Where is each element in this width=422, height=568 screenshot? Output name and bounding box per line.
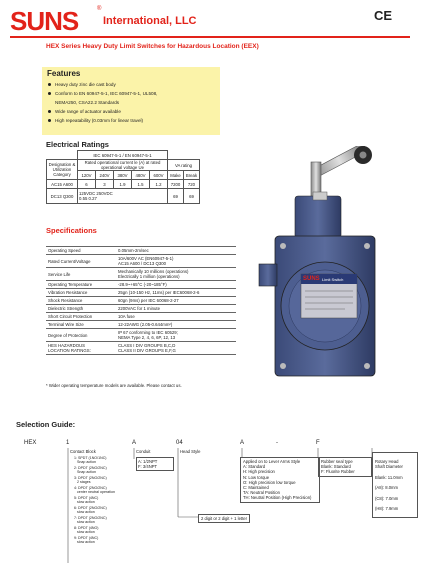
lever-option: A: Standard	[243, 464, 266, 470]
standard-header: IEC 60947-5-1 / EN 60947-5-1	[78, 151, 168, 160]
spec-value: 10A/600V AC (EN60947-5-1) AC15 A600 / DC13 Q300	[116, 255, 236, 268]
features-list	[47, 80, 157, 125]
spec-value: 2200VAC for 1 minute	[116, 305, 236, 313]
va-make-header: Make	[168, 171, 184, 180]
volt-header: 480V	[132, 171, 150, 180]
spec-value: IP 67 conforming to IEC 60529; NEMA Type 2, 4, 6, 6P, 12, 13	[116, 329, 236, 342]
lever-option: O: High precision low torque	[243, 479, 296, 485]
dc-voltages: 125VDC 250VDC	[79, 191, 113, 196]
conduit-box	[136, 457, 174, 471]
va-break-header: Break	[184, 171, 200, 180]
selection-guide-title: Selection Guide:	[16, 420, 76, 429]
company-name: International, LLC	[103, 15, 197, 27]
spec-row	[46, 255, 236, 268]
seal-option: Blank: Standard	[321, 464, 351, 470]
spec-row	[46, 268, 236, 281]
spec-label: Short Circuit Protection	[46, 313, 116, 321]
code-contact: 1	[66, 440, 70, 446]
rotary-option: (A8): 8.0mm	[375, 485, 399, 491]
contact-block-title: Contact Block	[70, 449, 96, 454]
spec-label: Shock Resistance	[46, 297, 116, 305]
spec-row	[46, 305, 236, 313]
spec-label: Service Life	[46, 268, 116, 281]
spec-row	[46, 313, 236, 321]
lever-option: TH: Neutral Position (High Precision)	[243, 495, 312, 501]
head-style-title: Head Style	[180, 449, 201, 454]
lever-option: N: Low torque	[243, 474, 270, 480]
spec-value: 10A fuse	[116, 313, 236, 321]
spec-label: Terminal Wire Size	[46, 321, 116, 329]
feature-item: NEMA250, CSA22.2 Standards	[55, 100, 120, 105]
contact-option: 4: DPDT (2NO/2NC) center neutral operation	[74, 486, 115, 495]
spec-label: Operating Speed	[46, 247, 116, 255]
spec-value: 12-22AWG (2.05-0.644mm²)	[116, 321, 236, 329]
brand-logo: SUNS	[10, 6, 79, 36]
feature-item: Heavy duty zinc die cast body	[47, 80, 157, 89]
contact-block-list	[74, 456, 115, 546]
spec-value: CLASS I DIV GROUPS B,C,D CLASS II DIV GROUPS E,F,G	[116, 342, 236, 355]
spec-value: Mechanically 10 millions (operations) Electrically 1 million (operations)	[116, 268, 236, 281]
feature-item: Conform to EN 60947-5-1, IEC 60947-5-1, UL508,	[47, 89, 157, 98]
spec-label: HES HAZARDOUS LOCATION RATINGS:	[46, 342, 116, 355]
volt-header: 380V	[114, 171, 132, 180]
lever-list	[243, 464, 317, 500]
spec-row	[46, 247, 236, 255]
spec-value: 0.05mm-2m/sec	[116, 247, 236, 255]
specifications-table	[46, 246, 236, 355]
seal-title: Rubber seal type	[321, 459, 353, 464]
spec-row	[46, 342, 236, 355]
spec-value: 25gn (10-150 Hz, 11ms) per IEC60068-2-6	[116, 289, 236, 297]
rating-name: DC13 Q300	[47, 189, 78, 204]
feature-item: High repeatability (0.03mm for linear travel)	[47, 116, 157, 125]
rating-make: 7200	[168, 180, 184, 189]
registered-mark: ®	[97, 6, 102, 12]
rotary-title: Rotary Head Shaft Diameter	[375, 459, 403, 470]
contact-option: 1: SPDT (1NO/1NC) Snap action	[74, 456, 107, 465]
rating-make: 69	[168, 189, 184, 204]
spec-row	[46, 297, 236, 305]
product-label-brand: SUNS	[303, 276, 320, 282]
volt-header: 120V	[78, 171, 96, 180]
spec-label: Vibration Resistance	[46, 289, 116, 297]
seal-box	[318, 457, 372, 477]
head-style-note: 2 digit or 2 digit + 1 letter	[198, 514, 250, 523]
product-label-model: Limit Switch	[322, 277, 344, 282]
lever-option: TA: Neutral Position	[243, 490, 280, 496]
rating-break: 69	[184, 189, 200, 204]
spec-value: 60gn (9ms) per IEC 60068-2-27	[116, 297, 236, 305]
spec-row	[46, 321, 236, 329]
code-head: 04	[176, 440, 183, 446]
va-header: VA rating	[168, 160, 200, 171]
specifications-title: Specifications	[46, 226, 97, 235]
rated-header: Rated operational current le (A) at rated operational voltage Ue	[78, 160, 168, 171]
seal-option: F: Fluorite Rubber	[321, 469, 355, 475]
rotary-option: (C8): 7.0mm	[375, 495, 399, 501]
code-lever: A	[240, 440, 245, 446]
lever-title: Applied on to Lever Arms Style	[243, 459, 301, 464]
rotary-box	[372, 452, 418, 518]
dc-currents: 0.55 0.27	[79, 196, 97, 201]
designation-header: Designation & Utilization Category	[47, 160, 78, 180]
spec-row	[46, 281, 236, 289]
spec-note: * Wider operating temperature models are available. Please contact us.	[46, 383, 182, 388]
electrical-table	[46, 150, 200, 204]
rating-value: 1.9	[114, 180, 132, 189]
rating-value: 1.2	[150, 180, 168, 189]
spec-label: Degree of Protection	[46, 329, 116, 342]
spec-label: Rated Current/Voltage	[46, 255, 116, 268]
page-subtitle: HEX Series Heavy Duty Limit Switches for Hazardous Location (EEX)	[46, 43, 259, 50]
lever-box	[240, 457, 320, 503]
conduit-title: Conduit	[136, 449, 151, 454]
contact-option: 7: DPDT (2NO/2NC) slow action	[74, 516, 107, 525]
spec-label: Dielectric Strength	[46, 305, 116, 313]
spec-row	[46, 329, 236, 342]
spec-label: Operating Temperature	[46, 281, 116, 289]
header-divider	[10, 36, 410, 38]
ce-mark: CE	[374, 8, 393, 23]
feature-item: Wide range of actuator available	[47, 107, 157, 116]
contact-option: 6: DPDT (2NO/2NC) slow action	[74, 506, 107, 515]
features-title: Features	[47, 69, 81, 78]
contact-option: 9: DPDT (4NC) slow action	[74, 536, 99, 545]
contact-option: 5: DPDT (4NC) slow action	[74, 496, 99, 505]
lever-option: C: Maintained	[243, 485, 269, 491]
rotary-option: Blank: 11.0mm	[375, 474, 403, 480]
spec-row	[46, 289, 236, 297]
limit-switch-product-image	[255, 146, 410, 386]
contact-option: 3: DPDT (2NO/2NC) 2 stages	[74, 476, 107, 485]
contact-option: 2: DPDT (2NO/2NC) Snap action	[74, 466, 107, 475]
code-conduit: A	[132, 440, 137, 446]
code-dash: -	[276, 440, 278, 446]
code-series: HEX	[24, 440, 37, 446]
rating-value: 6	[78, 180, 96, 189]
dc-rating-values	[78, 189, 168, 204]
rotary-option: (H8): 7.9mm	[375, 506, 399, 512]
conduit-option: A: 1/2NPT	[138, 459, 158, 464]
spec-value: -28.9~+65°C (-20~185°F)	[116, 281, 236, 289]
volt-header: 600V	[150, 171, 168, 180]
code-seal: F	[316, 440, 320, 446]
rating-name: AC15 A600	[47, 180, 78, 189]
rating-break: 720	[184, 180, 200, 189]
contact-option: 8: DPDT (4NO) slow action	[74, 526, 99, 535]
rating-value: 3	[96, 180, 114, 189]
lever-option: H: High precision	[243, 469, 275, 475]
volt-header: 240V	[96, 171, 114, 180]
conduit-option: F: 3/4NPT	[138, 464, 158, 470]
electrical-title: Electrical Ratings	[46, 140, 109, 149]
rating-value: 1.5	[132, 180, 150, 189]
